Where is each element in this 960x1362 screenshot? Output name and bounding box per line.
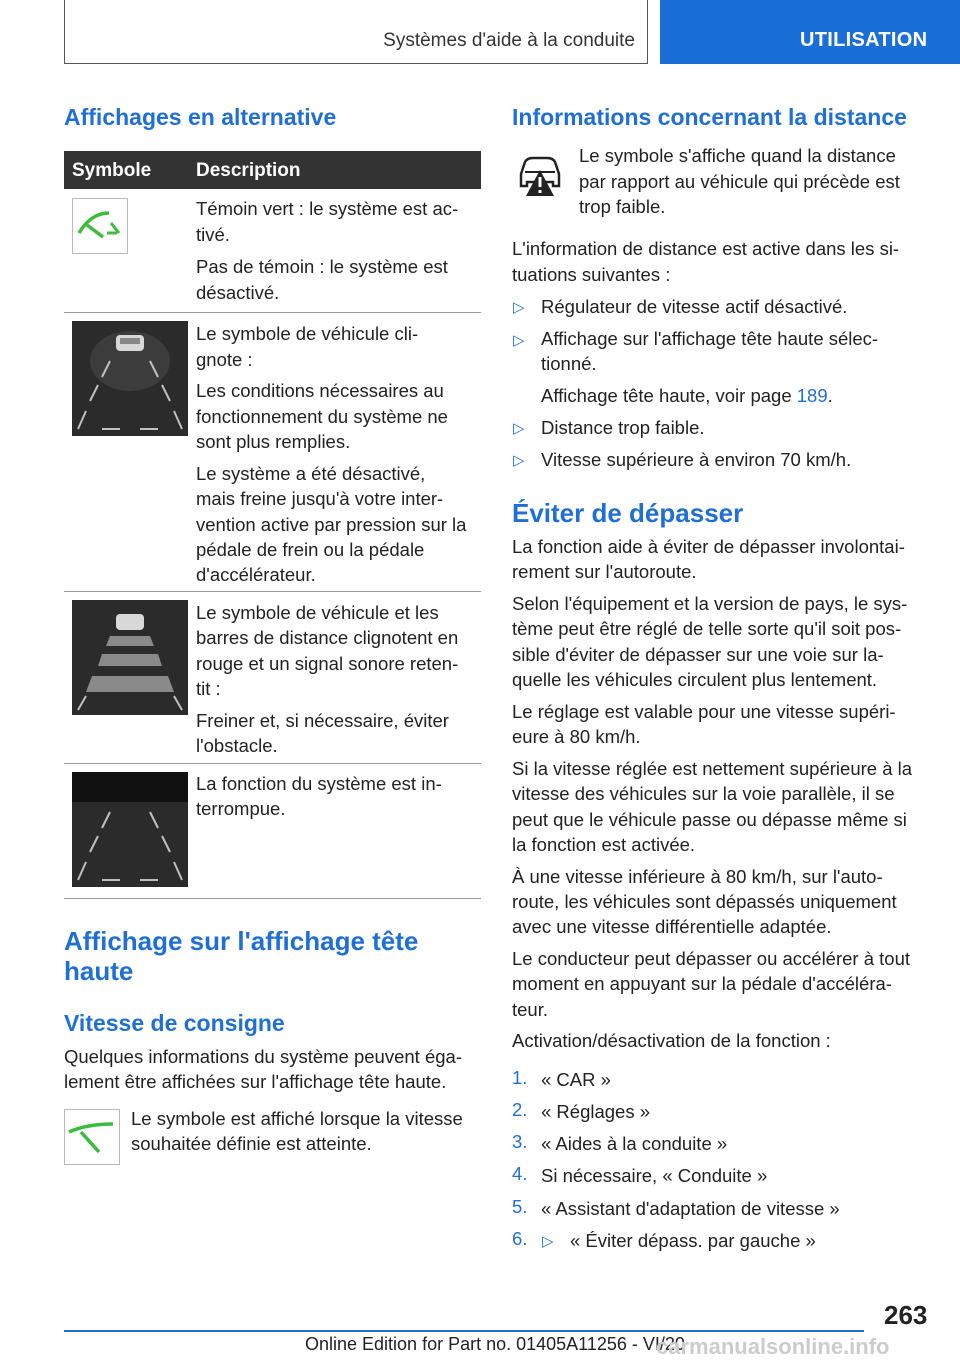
para-line: teur. (512, 999, 548, 1020)
para-line: eure à 80 km/h. (512, 726, 641, 747)
th-description: Description (196, 160, 301, 181)
para-line: Le conducteur peut dépasser ou accélérer à tout (512, 948, 911, 969)
row1-line4: désactivé. (196, 282, 280, 303)
step-number: 1. (512, 1067, 528, 1088)
para-line: la fonction est activée. (512, 834, 696, 855)
row2-line4: fonctionnement du système ne (196, 406, 448, 427)
step-number: 2. (512, 1099, 528, 1120)
bullet-2-line2: tionné. (541, 353, 597, 374)
step-number: 3. (512, 1131, 528, 1152)
bullet-3: Distance trop faible. (541, 417, 705, 438)
para-line: route, les véhicules sont dépassés uniquement (512, 891, 897, 912)
row2-line2: gnote : (196, 349, 253, 370)
step-number: 4. (512, 1163, 528, 1184)
row3-line3: rouge et un signal sonore reten- (196, 653, 459, 674)
step-text: « Éviter dépass. par gauche » (570, 1230, 816, 1251)
page-link-189[interactable]: 189 (796, 385, 828, 406)
row4-line2: terrompue. (196, 798, 286, 819)
vitesse-para-2: lement être affichées sur l'affichage tête haute. (64, 1071, 447, 1092)
page-header (64, 0, 960, 64)
para-line: Selon l'équipement et la version de pays, le sys- (512, 593, 908, 614)
step-text: Si nécessaire, « Conduite » (541, 1165, 768, 1186)
heading-eviter: Éviter de dépasser (512, 498, 744, 528)
row3-line4: tit : (196, 678, 221, 699)
bullet-icon: ▷ (513, 452, 525, 469)
row2-line9: pédale de frein ou la pédale (196, 539, 425, 560)
para-line: vitesse des véhicules sur la voie parallèle, il se (512, 783, 895, 804)
bullet-2-line1: Affichage sur l'affichage tête haute sélec- (541, 328, 879, 349)
th-symbol: Symbole (72, 160, 152, 181)
section-title: Systèmes d'aide à la conduite (383, 30, 635, 51)
row-divider (64, 898, 481, 899)
step-number: 6. (512, 1228, 528, 1249)
distance-warning-icon (515, 150, 565, 200)
para-line: avec une vitesse différentielle adaptée. (512, 916, 832, 937)
row1-line2: tivé. (196, 224, 230, 245)
bullet-icon: ▷ (513, 332, 525, 349)
bullet-4: Vitesse supérieure à environ 70 km/h. (541, 449, 852, 470)
table-header (64, 151, 481, 189)
heading-alternative: Affichages en alternative (64, 104, 337, 130)
info-para-1: L'information de distance est active dans les si- (512, 238, 900, 259)
para-line: rement sur l'autoroute. (512, 561, 697, 582)
warn-line1: Le symbole s'affiche quand la distance (579, 145, 896, 166)
row3-line6: l'obstacle. (196, 735, 278, 756)
page-number: 263 (884, 1300, 928, 1330)
heading-hud-1: Affichage sur l'affichage tête (64, 926, 419, 956)
para-line: tème peut être réglé de telle sorte qu'il soit pos- (512, 618, 902, 639)
step-text: « Assistant d'adaptation de vitesse » (541, 1198, 840, 1219)
target-speed-icon (64, 1109, 120, 1165)
heading-vitesse: Vitesse de consigne (64, 1010, 285, 1036)
row3-line1: Le symbole de véhicule et les (196, 602, 439, 623)
row-divider (64, 763, 481, 764)
para-line: Si la vitesse réglée est nettement supérieure à la (512, 758, 913, 779)
row3-line2: barres de distance clignotent en (196, 627, 459, 648)
row2-line3: Les conditions nécessaires au (196, 380, 444, 401)
warn-line3: trop faible. (579, 196, 666, 217)
row-divider (64, 591, 481, 592)
vehicle-symbol-road-image (72, 321, 188, 436)
para-line: quelle les véhicules circulent plus lentement. (512, 669, 878, 690)
bullet-icon: ▷ (542, 1233, 554, 1250)
interrupted-road-image (72, 772, 188, 887)
chapter-title: UTILISATION (800, 29, 928, 51)
para-line: Activation/désactivation de la fonction : (512, 1030, 831, 1051)
row1-line1: Témoin vert : le système est ac- (196, 198, 459, 219)
chapter-tab (660, 0, 960, 64)
para-line: moment en appuyant sur la pédale d'accéléra- (512, 973, 892, 994)
bullet-icon: ▷ (513, 420, 525, 437)
icon-note-2: souhaitée définie est atteinte. (131, 1133, 372, 1154)
row2-line1: Le symbole de véhicule cli- (196, 323, 419, 344)
heading-hud-2: haute (64, 956, 134, 986)
row3-line5: Freiner et, si nécessaire, éviter (196, 710, 449, 731)
step-number: 5. (512, 1196, 528, 1217)
info-para-2: tuations suivantes : (512, 264, 671, 285)
step-text: « Réglages » (541, 1101, 651, 1122)
para-line: sible d'éviter de dépasser sur une voie sur la- (512, 644, 884, 665)
row1-line3: Pas de témoin : le système est (196, 256, 448, 277)
step-text: « Aides à la conduite » (541, 1133, 728, 1154)
row2-line10: d'accélérateur. (196, 564, 316, 585)
bullet-icon: ▷ (513, 299, 525, 316)
distance-bars-image (72, 600, 188, 715)
footer-rule (64, 1330, 864, 1332)
icon-note-1: Le symbole est affiché lorsque la vitesse (131, 1108, 463, 1129)
row4-line1: La fonction du système est in- (196, 773, 442, 794)
bullet-1: Régulateur de vitesse actif désactivé. (541, 296, 848, 317)
warn-line2: par rapport au véhicule qui précède est (579, 171, 900, 192)
para-line: Le réglage est valable pour une vitesse supéri- (512, 701, 896, 722)
row2-line5: sont plus remplies. (196, 431, 351, 452)
row-divider (64, 312, 481, 313)
row2-line8: vention active par pression sur la (196, 514, 467, 535)
bullet-2-ref: Affichage tête haute, voir page 189. (541, 385, 833, 406)
para-line: peut que le véhicule passe ou dépasse même si (512, 809, 907, 830)
row2-line6: Le système a été désactivé, (196, 463, 426, 484)
heading-info-distance: Informations concernant la distance (512, 104, 907, 130)
green-indicator-icon (72, 198, 128, 254)
step-text: « CAR » (541, 1069, 611, 1090)
footer-edition: Online Edition for Part no. 01405A11256 - VI/20 (305, 1334, 685, 1354)
para-line: La fonction aide à éviter de dépasser involontai- (512, 536, 905, 557)
vitesse-para-1: Quelques informations du système peuvent éga- (64, 1046, 462, 1067)
watermark: carmanualsonline.info (656, 1334, 890, 1359)
section-title-box (64, 0, 648, 64)
row2-line7: mais freine jusqu'à votre inter- (196, 488, 444, 509)
para-line: À une vitesse inférieure à 80 km/h, sur l'auto- (512, 866, 883, 887)
